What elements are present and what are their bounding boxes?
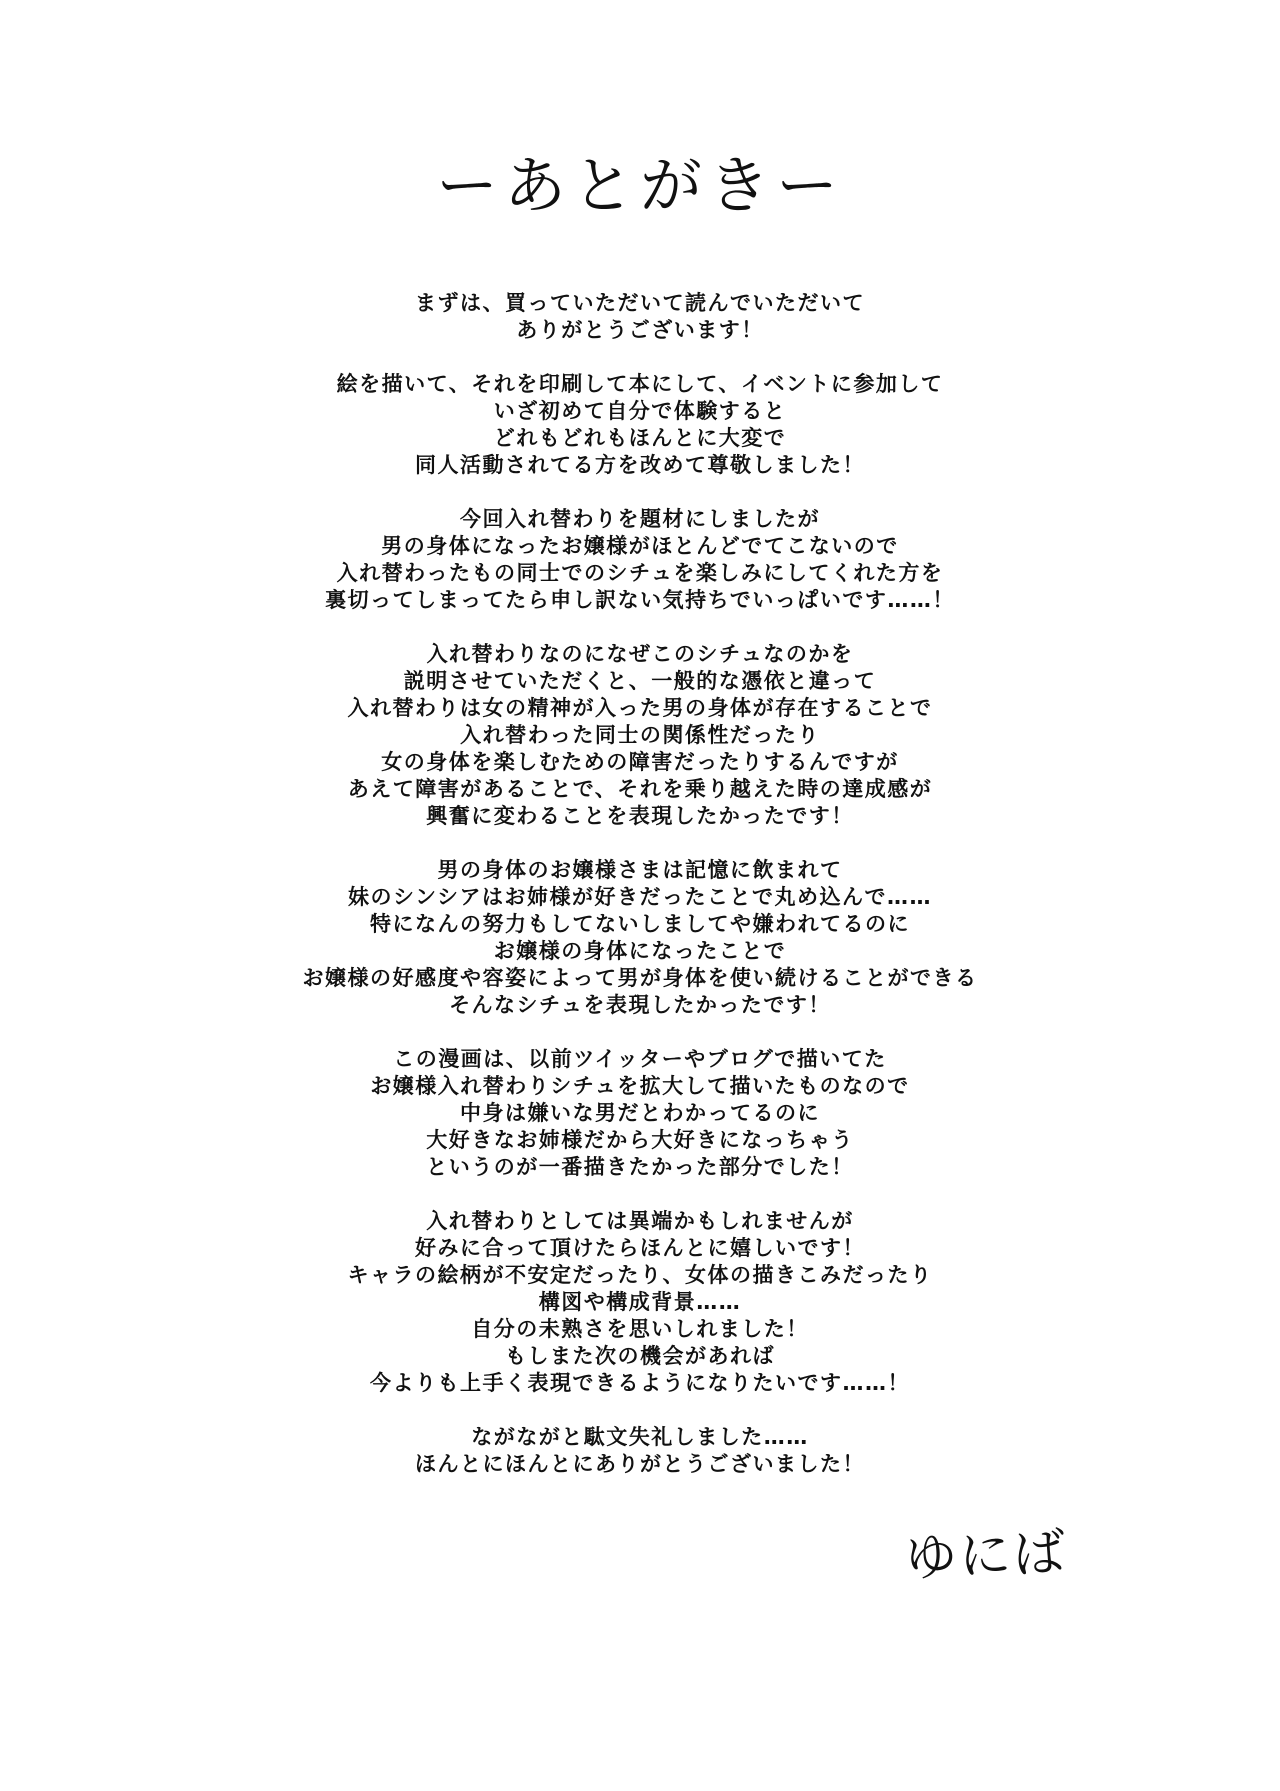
text-line: そんなシチュを表現したかったです！ — [449, 993, 831, 1017]
text-line: この漫画は、以前ツイッターやブログで描いてた — [393, 1047, 887, 1071]
text-line: 入れ替わったもの同士でのシチュを楽しみにしてくれた方を — [336, 561, 944, 585]
text-line: あえて障害があることで、それを乗り越えた時の達成感が — [347, 777, 933, 801]
text-line: 自分の未熟さを思いしれました！ — [471, 1317, 809, 1341]
text-line: 好みに合って頂けたらほんとに嬉しいです！ — [415, 1236, 865, 1260]
paragraph — [0, 1046, 1280, 1181]
text-line: いざ初めて自分で体験すると — [493, 399, 787, 423]
text-line: 裏切ってしまってたら申し訳ない気持ちでいっぱいです……！ — [325, 588, 955, 612]
text-line: ほんとにほんとにありがとうございました！ — [415, 1452, 865, 1476]
text-line: 構図や構成背景…… — [538, 1290, 742, 1314]
text-line: 入れ替わった同士の関係性だったり — [460, 723, 820, 747]
paragraph — [0, 371, 1280, 479]
text-line: 特になんの努力もしてないしましてや嫌われてるのに — [370, 912, 910, 936]
text-line: 女の身体を楽しむための障害だったりするんですが — [381, 750, 899, 774]
paragraph — [0, 1424, 1280, 1478]
paragraph — [0, 641, 1280, 830]
text-line: 同人活動されてる方を改めて尊敬しました！ — [415, 453, 865, 477]
text-line: 入れ替わりとしては異端かもしれませんが — [426, 1209, 854, 1233]
text-line: 大好きなお姉様だから大好きになっちゃう — [426, 1128, 854, 1152]
afterword-body — [0, 290, 1280, 1505]
author-signature: ゆにば — [904, 1523, 1069, 1589]
text-line: 男の身体になったお嬢様がほとんどでてこないので — [381, 534, 899, 558]
page-title: ーあとがきー — [435, 149, 844, 222]
text-line: お嬢様の身体になったことで — [493, 939, 787, 963]
paragraph — [0, 290, 1280, 344]
text-line: お嬢様入れ替わりシチュを拡大して描いたものなので — [370, 1074, 910, 1098]
paragraph — [0, 506, 1280, 614]
text-line: 絵を描いて、それを印刷して本にして、イベントに参加して — [336, 372, 944, 396]
text-line: 妹のシンシアはお姉様が好きだったことで丸め込んで…… — [348, 885, 932, 909]
text-line: 興奮に変わることを表現したかったです！ — [426, 804, 854, 828]
text-line: お嬢様の好感度や容姿によって男が身体を使い続けることができる — [302, 966, 978, 990]
text-line: 今回入れ替わりを題材にしましたが — [460, 507, 820, 531]
text-line: まずは、買っていただいて読んでいただいて — [415, 291, 865, 315]
text-line: ながながと駄文失礼しました…… — [471, 1425, 809, 1449]
text-line: もしまた次の機会があれば — [505, 1344, 775, 1368]
text-line: 説明させていただくと、一般的な憑依と違って — [403, 669, 877, 693]
paragraph — [0, 1208, 1280, 1397]
text-line: 中身は嫌いな男だとわかってるのに — [460, 1101, 820, 1125]
text-line: 男の身体のお嬢様さまは記憶に飲まれて — [437, 858, 843, 882]
text-line: 今よりも上手く表現できるようになりたいです……！ — [370, 1371, 910, 1395]
text-line: キャラの絵柄が不安定だったり、女体の描きこみだったり — [347, 1263, 933, 1287]
text-line: 入れ替わりなのになぜこのシチュなのかを — [426, 642, 854, 666]
paragraph — [0, 857, 1280, 1019]
text-line: どれもどれもほんとに大変で — [493, 426, 787, 450]
text-line: 入れ替わりは女の精神が入った男の身体が存在することで — [347, 696, 933, 720]
text-line: というのが一番描きたかった部分でした！ — [426, 1155, 854, 1179]
text-line: ありがとうございます！ — [516, 318, 764, 342]
